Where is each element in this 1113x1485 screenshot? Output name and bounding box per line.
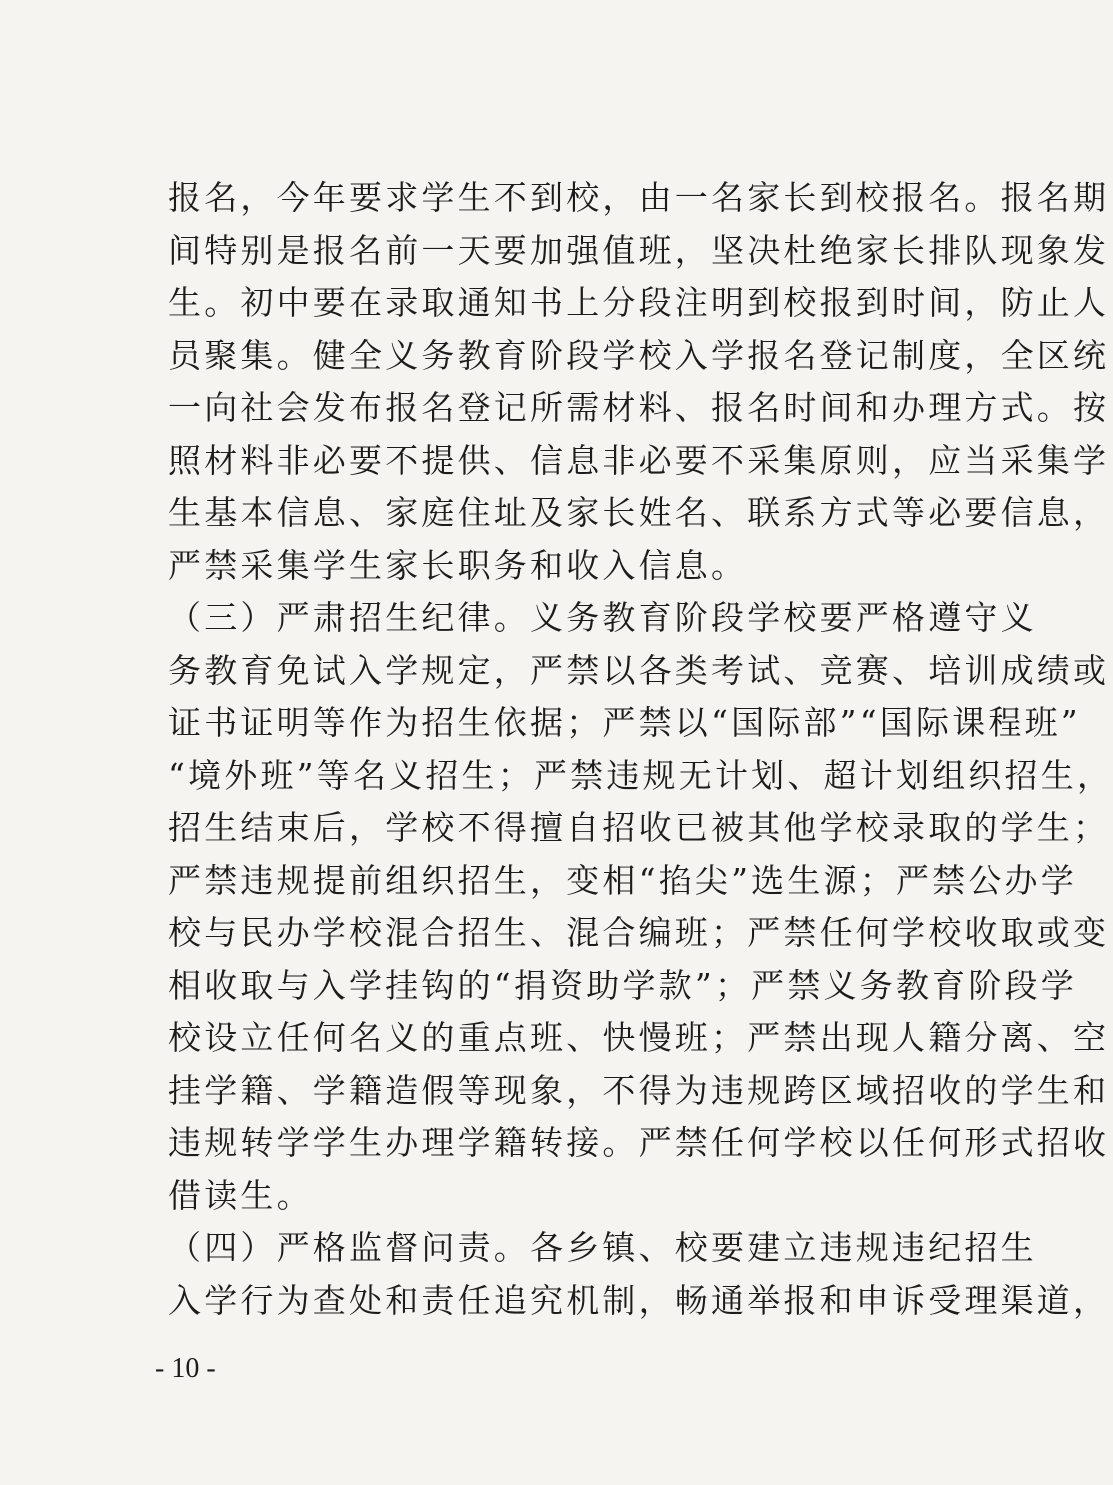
text-line: 生基本信息、家庭住址及家长姓名、联系方式等必要信息， [168, 493, 1110, 532]
text-line: 生。初中要在录取通知书上分段注明到校报到时间，防止人 [168, 283, 1110, 322]
text-line: 招生结束后，学校不得擅自招收已被其他学校录取的学生； [168, 808, 1110, 847]
page-number: - 10 - [155, 1353, 216, 1384]
text-line: “境外班”等名义招生；严禁违规无计划、超计划组织招生， [168, 756, 1113, 795]
text-line: 相收取与入学挂钩的“捐资助学款”；严禁义务教育阶段学 [168, 966, 1077, 1005]
text-line: 校设立任何名义的重点班、快慢班；严禁出现人籍分离、空 [168, 1018, 1110, 1057]
text-line: 间特别是报名前一天要加强值班，坚决杜绝家长排队现象发 [168, 231, 1110, 270]
text-line: 严禁采集学生家长职务和收入信息。 [168, 546, 748, 585]
section-heading-line: （三）严肃招生纪律。义务教育阶段学校要严格遵守义 [168, 598, 1037, 637]
text-line: 员聚集。健全义务教育阶段学校入学报名登记制度，全区统 [168, 336, 1110, 375]
text-line: 入学行为查处和责任追究机制，畅通举报和申诉受理渠道， [168, 1281, 1110, 1320]
text-line: 挂学籍、学籍造假等现象，不得为违规跨区域招收的学生和 [168, 1071, 1110, 1110]
text-line: 照材料非必要不提供、信息非必要不采集原则，应当采集学 [168, 441, 1110, 480]
text-line: 借读生。 [168, 1176, 313, 1215]
text-line: 报名，今年要求学生不到校，由一名家长到校报名。报名期 [168, 178, 1110, 217]
section-heading-line: （四）严格监督问责。各乡镇、校要建立违规违纪招生 [168, 1228, 1037, 1267]
text-line: 违规转学学生办理学籍转接。严禁任何学校以任何形式招收 [168, 1123, 1110, 1162]
text-line: 务教育免试入学规定，严禁以各类考试、竞赛、培训成绩或 [168, 651, 1110, 690]
text-line: 证书证明等作为招生依据；严禁以“国际部”“国际课程班” [168, 703, 1081, 742]
text-line: 校与民办学校混合招生、混合编班；严禁任何学校收取或变 [168, 913, 1110, 952]
text-line: 严禁违规提前组织招生，变相“掐尖”选生源；严禁公办学 [168, 861, 1077, 900]
text-line: 一向社会发布报名登记所需材料、报名时间和办理方式。按 [168, 388, 1110, 427]
